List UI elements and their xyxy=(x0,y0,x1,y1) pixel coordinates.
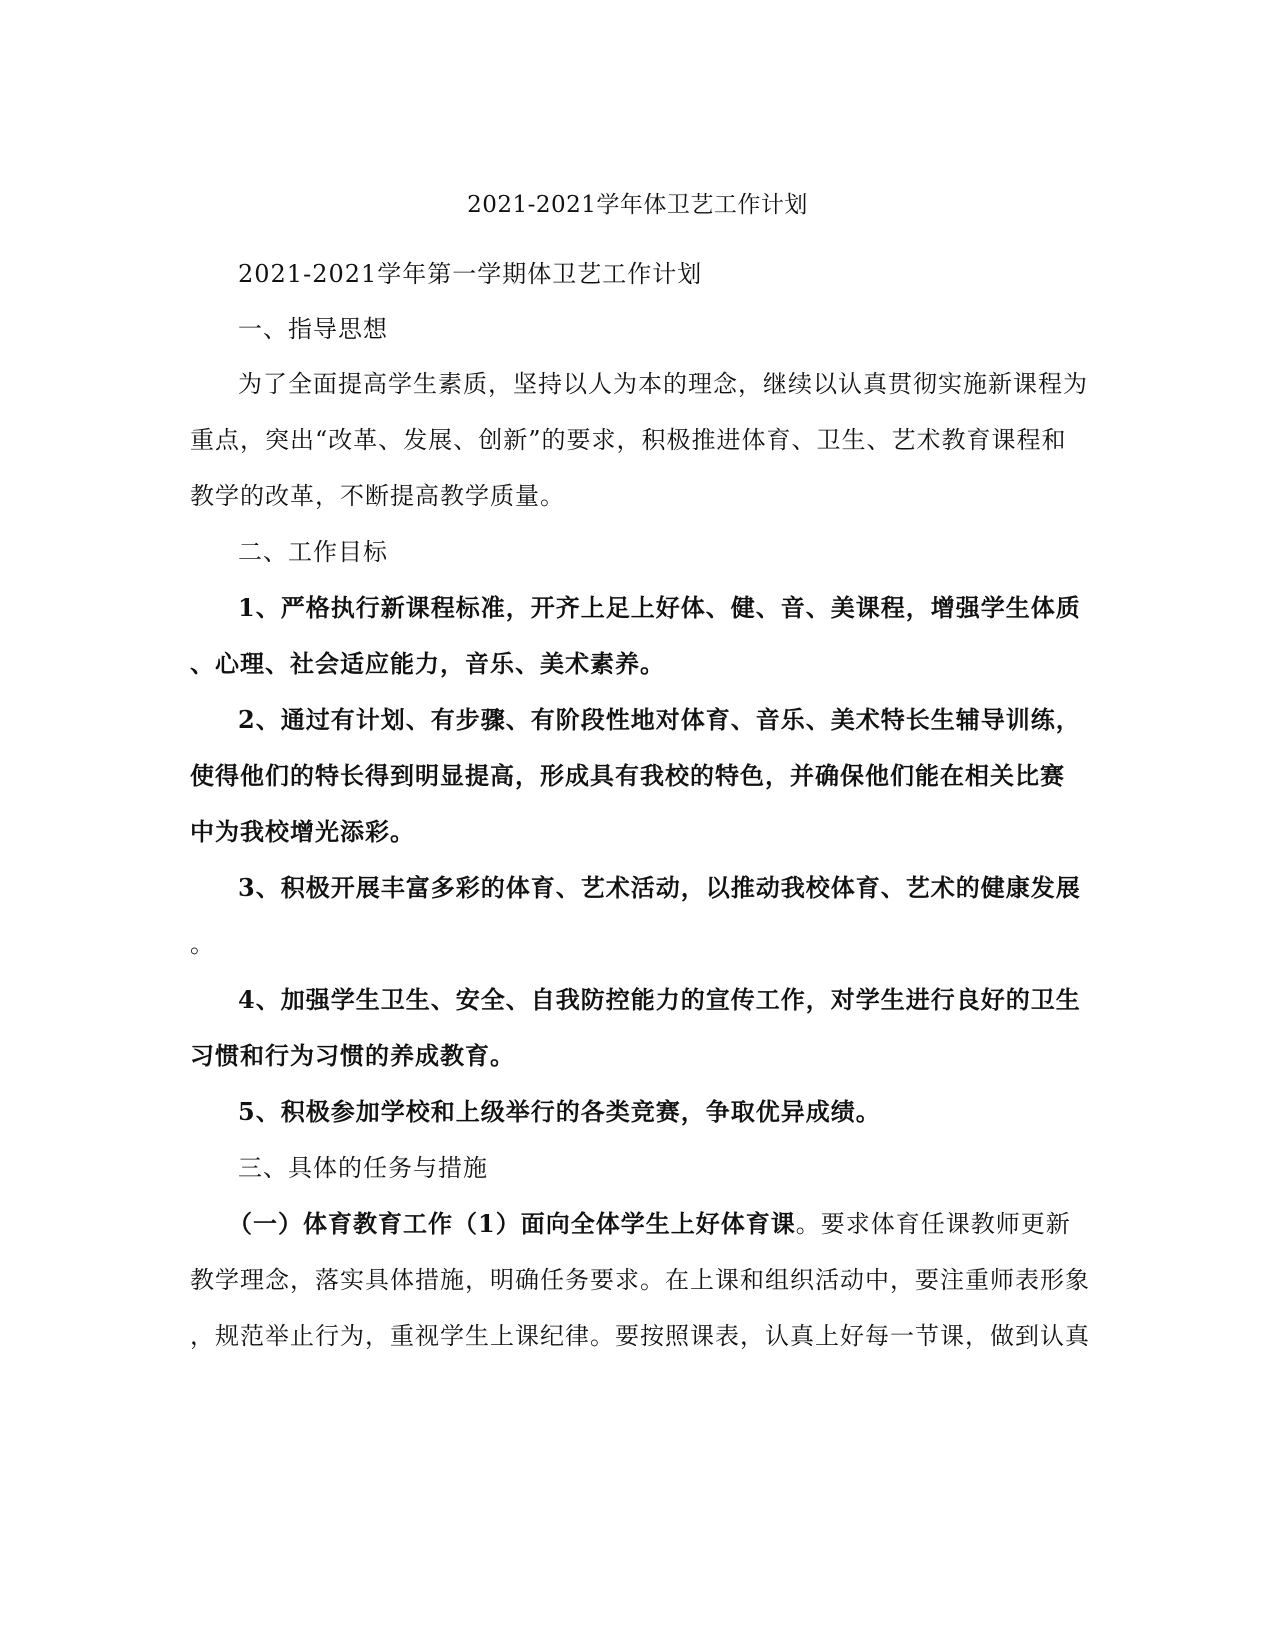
paragraph-line: 为了全面提高学生素质，坚持以人为本的理念，继续以认真贯彻实施新课程为 xyxy=(238,370,1088,398)
paragraph-line: 重点，突出“改革、发展、创新”的要求，积极推进体育、卫生、艺术教育课程和 xyxy=(190,426,1067,454)
task-1-line xyxy=(228,1206,1128,1242)
task-1-line: 教学理念，落实具体措施，明确任务要求。在上课和组织活动中，要注重师表形象 xyxy=(190,1266,1090,1294)
document-subtitle: 2021-2021学年第一学期体卫艺工作计划 xyxy=(238,260,703,288)
task-1-bold-text: （一）体育教育工作（1）面向全体学生上好体育课 xyxy=(228,1209,796,1238)
goal-1-line: 、心理、社会适应能力，音乐、美术素养。 xyxy=(190,649,665,678)
task-1-rest-text: 。要求体育任课教师更新 xyxy=(795,1210,1071,1238)
goal-4-line: 4、加强学生卫生、安全、自我防控能力的宣传工作，对学生进行良好的卫生 xyxy=(238,985,1081,1014)
goal-5-line: 5、积极参加学校和上级举行的各类竞赛，争取优异成绩。 xyxy=(238,1097,881,1126)
goal-2-line: 中为我校增光添彩。 xyxy=(190,817,415,846)
section-heading-guiding-ideology: 一、指导思想 xyxy=(238,315,388,343)
section-heading-work-goals: 二、工作目标 xyxy=(238,538,388,566)
goal-4-line: 习惯和行为习惯的养成教育。 xyxy=(190,1041,515,1070)
section-heading-tasks-measures: 三、具体的任务与措施 xyxy=(238,1154,488,1182)
paragraph-line: 教学的改革，不断提高教学质量。 xyxy=(190,482,565,510)
document-title: 2021-2021学年体卫艺工作计划 xyxy=(467,192,808,218)
task-1-line: ，规范举止行为，重视学生上课纪律。要按照课表，认真上好每一节课，做到认真 xyxy=(190,1322,1090,1350)
goal-3-line: 3、积极开展丰富多彩的体育、艺术活动，以推动我校体育、艺术的健康发展 xyxy=(238,873,1081,902)
goal-2-line: 2、通过有计划、有步骤、有阶段性地对体育、音乐、美术特长生辅导训练， xyxy=(238,705,1081,734)
goal-3-line: 。 xyxy=(190,930,215,958)
goal-1-line: 1、严格执行新课程标准，开齐上足上好体、健、音、美课程，增强学生体质 xyxy=(238,593,1081,622)
goal-2-line: 使得他们的特长得到明显提高，形成具有我校的特色，并确保他们能在相关比赛 xyxy=(190,761,1065,790)
